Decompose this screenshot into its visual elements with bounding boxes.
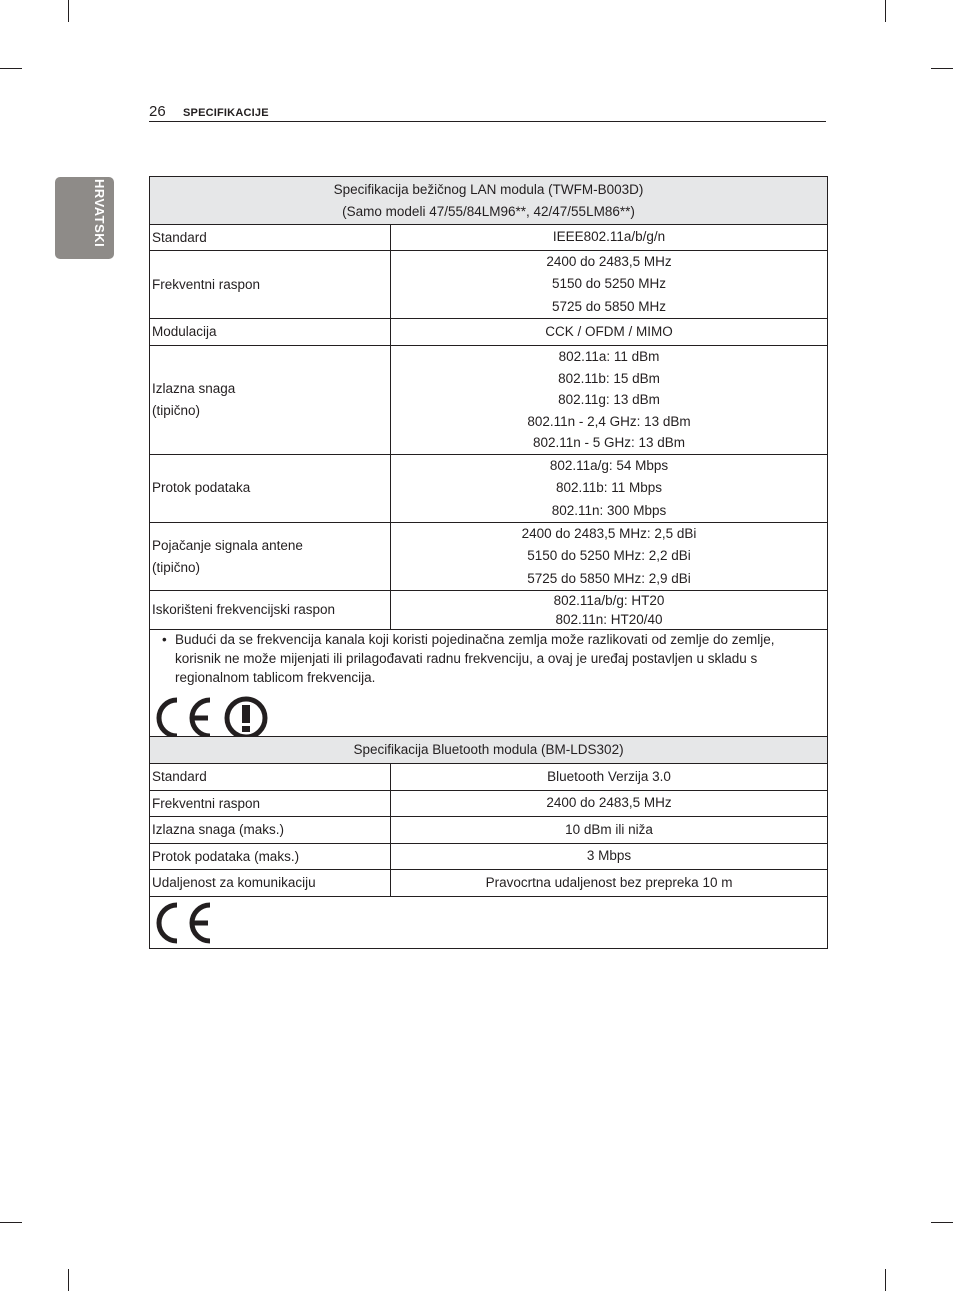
row-value: 3 Mbps <box>391 844 828 870</box>
language-tab <box>55 177 114 259</box>
crop-mark <box>0 68 22 69</box>
row-value: 2400 do 2483,5 MHz <box>391 791 828 817</box>
row-label: Udaljenost za komunikaciju <box>150 870 391 897</box>
row-label: Standard <box>150 764 391 791</box>
crop-mark <box>885 1269 886 1291</box>
row-value: Bluetooth Verzija 3.0 <box>391 764 828 791</box>
crop-mark <box>0 1222 22 1223</box>
crop-mark <box>885 0 886 22</box>
row-label: Frekventni raspon <box>150 251 391 319</box>
row-value: CCK / OFDM / MIMO <box>391 319 828 346</box>
crop-mark <box>68 0 69 22</box>
crop-mark <box>68 1269 69 1291</box>
page-header <box>149 103 826 122</box>
crop-mark <box>931 68 953 69</box>
ce-mark-icon <box>154 696 214 740</box>
section-title: SPECIFIKACIJE <box>183 107 269 119</box>
row-value: 10 dBm ili niža <box>391 817 828 844</box>
row-value: 802.11a/b/g: HT20 802.11n: HT20/40 <box>391 591 828 630</box>
row-label: Frekventni raspon <box>150 791 391 817</box>
row-label: Protok podataka (maks.) <box>150 844 391 870</box>
bluetooth-spec-table <box>149 736 828 949</box>
bluetooth-table-title: Specifikacija Bluetooth modula (BM-LDS302) <box>150 737 828 764</box>
page-number: 26 <box>149 103 166 120</box>
bluetooth-logo-cell <box>150 897 828 949</box>
row-value: Pravocrtna udaljenost bez prepreka 10 m <box>391 870 828 897</box>
bullet: • <box>162 632 167 648</box>
row-label: Modulacija <box>150 319 391 346</box>
alert-circle-icon <box>224 696 268 740</box>
row-value: IEEE802.11a/b/g/n <box>391 225 828 251</box>
row-label: Izlazna snaga (tipično) <box>150 346 391 455</box>
row-value: 802.11a/g: 54 Mbps 802.11b: 11 Mbps 802.11n: 300 Mbps <box>391 454 828 522</box>
row-label: Iskorišteni frekvencijski raspon <box>150 591 391 630</box>
crop-mark <box>931 1222 953 1223</box>
wlan-note: Budući da se frekvencija kanala koji koristi pojedinačna zemlja može razlikovati od zemlje do zemlje, korisnik ne može mijenjati ili prilagođavati radnu frekvenciju, a ovaj je uređaj postavljen u skladu s regionalnom tablicom frekvencija. <box>175 632 775 686</box>
wlan-table-title: Specifikacija bežičnog LAN modula (TWFM-B003D) (Samo modeli 47/55/84LM96**, 42/47/55LM86**) <box>150 177 828 225</box>
row-label: Pojačanje signala antene (tipično) <box>150 522 391 590</box>
row-value: 2400 do 2483,5 MHz: 2,5 dBi 5150 do 5250 MHz: 2,2 dBi 5725 do 5850 MHz: 2,9 dBi <box>391 522 828 590</box>
row-label: Izlazna snaga (maks.) <box>150 817 391 844</box>
row-value: 802.11a: 11 dBm 802.11b: 15 dBm 802.11g: 13 dBm 802.11n - 2,4 GHz: 13 dBm 802.11n - 5 GHz: 13 dBm <box>391 346 828 455</box>
row-label: Standard <box>150 225 391 251</box>
ce-mark-icon <box>154 901 214 945</box>
language-tab-label: HRVATSKI <box>92 179 107 248</box>
row-label: Protok podataka <box>150 454 391 522</box>
row-value: 2400 do 2483,5 MHz 5150 do 5250 MHz 5725 do 5850 MHz <box>391 251 828 319</box>
wlan-note-cell <box>150 630 828 742</box>
wlan-spec-table <box>149 176 828 742</box>
